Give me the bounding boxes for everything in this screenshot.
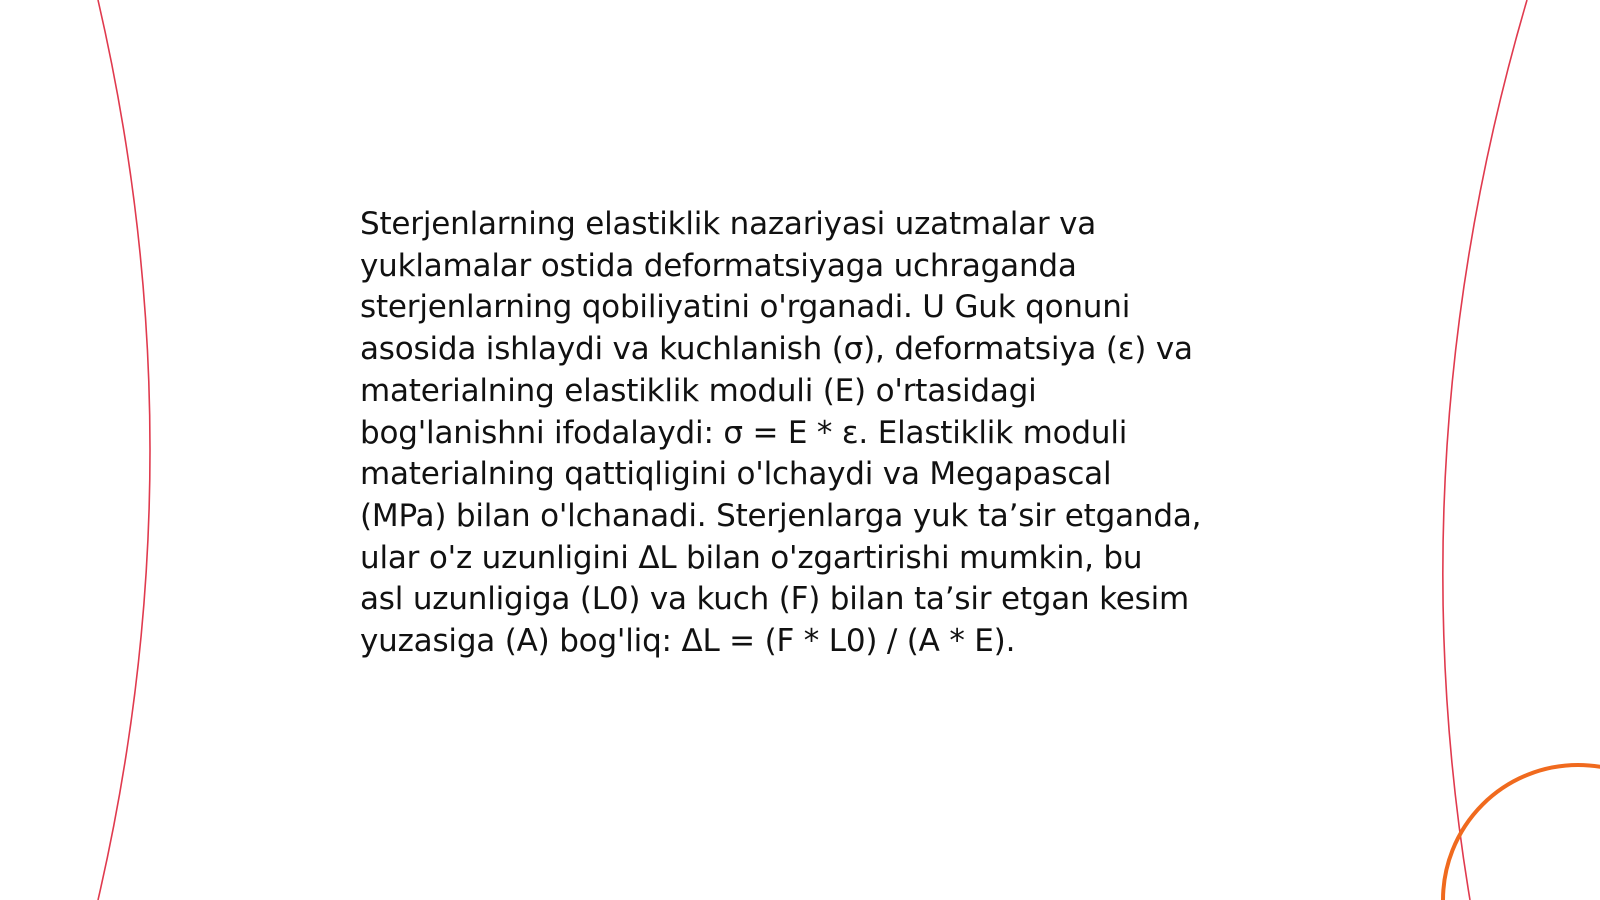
paragraph-line: yuklamalar ostida deformatsiyaga uchraganda (360, 247, 1077, 284)
right-curve-line (1443, 0, 1527, 900)
paragraph-line: Sterjenlarning elastiklik nazariyasi uzatmalar va (360, 206, 1097, 242)
paragraph-line: asosida ishlaydi va kuchlanish (σ), deformatsiya (ε) va (360, 331, 1193, 368)
body-paragraph (360, 204, 1250, 663)
left-curve-line (98, 0, 150, 900)
paragraph-line: bog'lanishni ifodalaydi: σ = E * ε. Elastiklik moduli (360, 414, 1128, 451)
paragraph-line: ular o'z uzunligini ΔL bilan o'zgartirishi mumkin, bu (360, 539, 1143, 576)
paragraph-line: (MPa) bilan o'lchanadi. Sterjenlarga yuk ta’sir etganda, (360, 497, 1202, 534)
paragraph-line: sterjenlarning qobiliyatini o'rganadi. U Guk qonuni (360, 289, 1131, 326)
paragraph-line: materialning qattiqligini o'lchaydi va Megapascal (360, 456, 1112, 493)
paragraph-line: asl uzunligiga (L0) va kuch (F) bilan ta’sir etgan kesim (360, 581, 1190, 618)
paragraph-line: yuzasiga (A) bog'liq: ΔL = (F * L0) / (A * E). (360, 623, 1016, 660)
paragraph-line: materialning elastiklik moduli (E) o'rtasidagi (360, 372, 1037, 409)
